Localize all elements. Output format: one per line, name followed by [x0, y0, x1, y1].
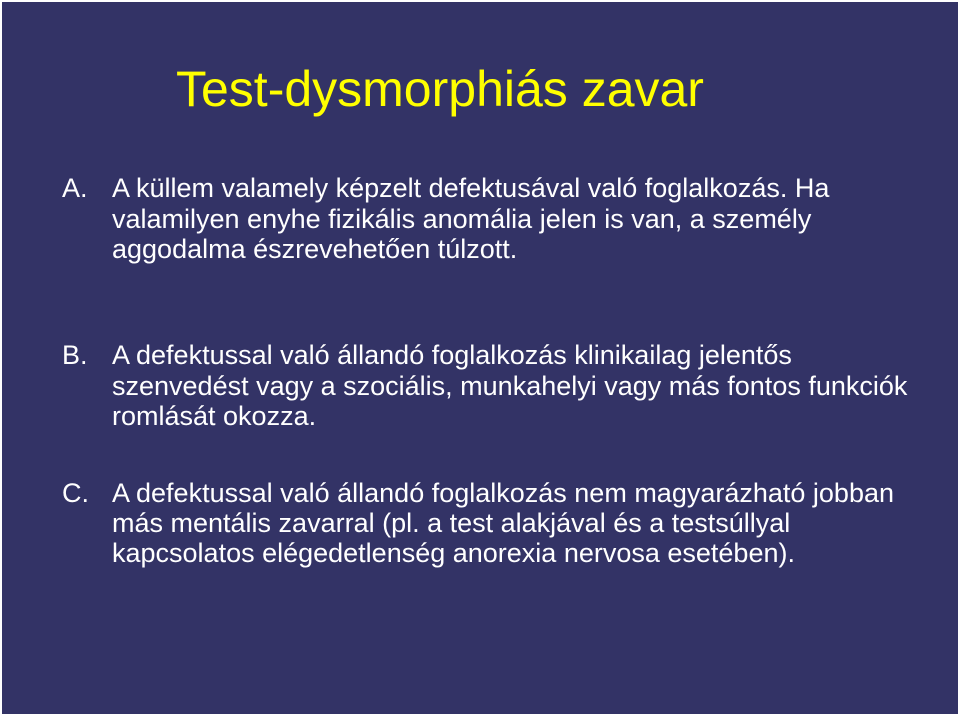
slide: [2, 2, 958, 714]
criterion-a-text: A küllem valamely képzelt defektusával való foglalkozás. Ha valamilyen enyhe fizikális anomália jelen is van, a személy aggodalma észrevehetően túlzott.: [112, 173, 830, 264]
criterion-a-marker: A.: [62, 173, 88, 203]
criterion-c-marker: C.: [62, 478, 89, 508]
criterion-c-text: A defektussal való állandó foglalkozás nem magyarázható jobban más mentális zavarral (pl. a test alakjával és a testsúllyal kapcsolatos elégedetlenség anorexia nervosa esetében).: [112, 478, 894, 568]
criterion-b-text: A defektussal való állandó foglalkozás klinikailag jelentős szenvedést vagy a szociális, munkahelyi vagy más fontos funkciók romlását okozza.: [112, 340, 908, 431]
criterion-a: [62, 173, 922, 265]
criterion-c: [62, 478, 922, 568]
criterion-b: [62, 340, 922, 432]
criterion-b-marker: B.: [62, 340, 88, 370]
slide-title: Test-dysmorphiás zavar: [176, 61, 704, 117]
